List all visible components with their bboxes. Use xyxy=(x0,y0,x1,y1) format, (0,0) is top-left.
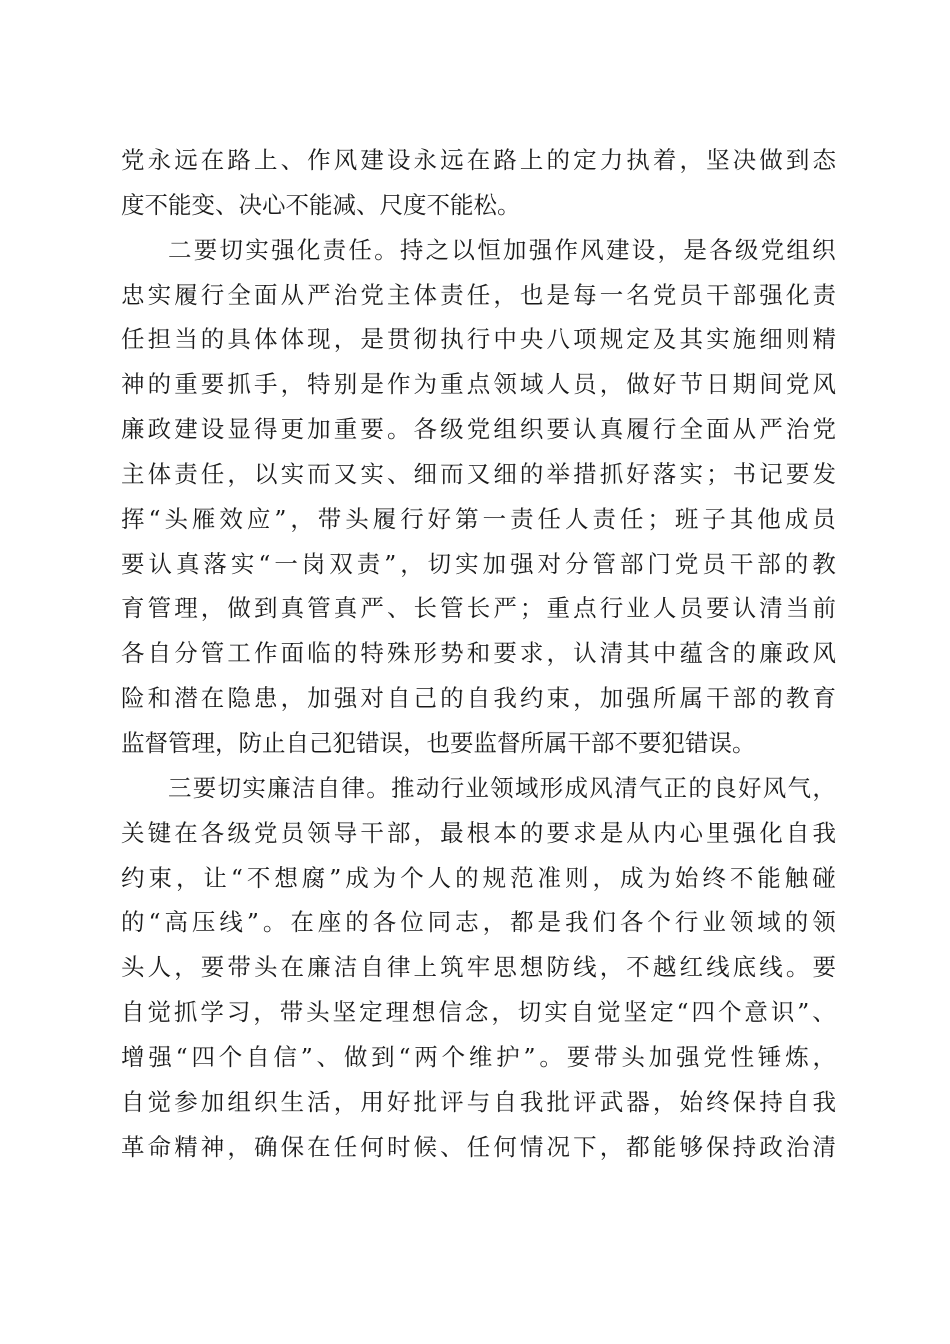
text-line: 自 觉 抓 学 习 ， 带 头 坚 定 理 想 信 念 ， 切 实 自 觉 坚 定 “ 四 个 意 识 ” 、 xyxy=(121,998,836,1027)
text-line: 的 “ 高 压 线 ” 。 在 座 的 各 位 同 志 ， 都 是 我 们 各 个 行 业 领 域 的 领 xyxy=(121,908,836,937)
text-line: 度不能变、决心不能减、尺度不能松。 xyxy=(121,190,521,219)
text-line: 神 的 重 要 抓 手 ， 特 别 是 作 为 重 点 领 域 人 员 ， 做 好 节 日 期 间 党 风 xyxy=(121,370,836,399)
text-line: 党 永 远 在 路 上 、 作 风 建 设 永 远 在 路 上 的 定 力 执 着 ， 坚 决 做 到 态 xyxy=(121,146,836,174)
paragraph-first-line: 二 要 切 实 强 化 责 任 。 持 之 以 恒 加 强 作 风 建 设 ， 是 各 级 党 组 织 xyxy=(168,235,836,264)
text-line: 增 强 “ 四 个 自 信 ” 、 做 到 “ 两 个 维 护 ” 。 要 带 头 加 强 党 性 锤 炼 ， xyxy=(121,1042,836,1071)
text-line: 任 担 当 的 具 体 体 现 ， 是 贯 彻 执 行 中 央 八 项 规 定 及 其 实 施 细 则 精 xyxy=(121,325,836,354)
text-line: 关 键 在 各 级 党 员 领 导 干 部 ， 最 根 本 的 要 求 是 从 内 心 里 强 化 自 我 xyxy=(121,818,836,847)
text-line: 自 觉 参 加 组 织 生 活 ， 用 好 批 评 与 自 我 批 评 武 器 ， 始 终 保 持 自 我 xyxy=(121,1087,836,1116)
text-line: 忠 实 履 行 全 面 从 严 治 党 主 体 责 任 ， 也 是 每 一 名 党 员 干 部 强 化 责 xyxy=(121,280,836,309)
paragraph-first-line: 三 要 切 实 廉 洁 自 律 。 推 动 行 业 领 域 形 成 风 清 气 正 的 良 好 风 气 ， xyxy=(168,773,836,802)
text-line: 革 命 精 神 ， 确 保 在 任 何 时 候 、 任 何 情 况 下 ， 都 能 够 保 持 政 治 清 xyxy=(121,1132,836,1161)
text-line: 育 管 理 ， 做 到 真 管 真 严 、 长 管 长 严 ； 重 点 行 业 人 员 要 认 清 当 前 xyxy=(121,594,836,623)
text-line: 要 认 真 落 实 “ 一 岗 双 责 ” ， 切 实 加 强 对 分 管 部 门 党 员 干 部 的 教 xyxy=(121,549,836,578)
text-line: 挥 “ 头 雁 效 应 ” ， 带 头 履 行 好 第 一 责 任 人 责 任 ； 班 子 其 他 成 员 xyxy=(121,504,836,533)
text-line: 廉 政 建 设 显 得 更 加 重 要 。 各 级 党 组 织 要 认 真 履 行 全 面 从 严 治 党 xyxy=(121,415,836,444)
body-text xyxy=(121,138,836,1169)
text-line: 头 人 ， 要 带 头 在 廉 洁 自 律 上 筑 牢 思 想 防 线 ， 不 越 红 线 底 线 。 要 xyxy=(121,953,836,982)
text-line: 各 自 分 管 工 作 面 临 的 特 殊 形 势 和 要 求 ， 认 清 其 中 蕴 含 的 廉 政 风 xyxy=(121,639,836,668)
text-line: 险 和 潜 在 隐 患 ， 加 强 对 自 己 的 自 我 约 束 ， 加 强 所 属 干 部 的 教 育 xyxy=(121,684,836,713)
text-line: 主 体 责 任 ， 以 实 而 又 实 、 细 而 又 细 的 举 措 抓 好 落 实 ； 书 记 要 发 xyxy=(121,459,836,488)
text-line: 约 束 ， 让 “ 不 想 腐 ” 成 为 个 人 的 规 范 准 则 ， 成 为 始 终 不 能 触 碰 xyxy=(121,863,836,892)
text-line: 监督管理，防止自己犯错误，也要监督所属干部不要犯错误。 xyxy=(121,728,756,757)
